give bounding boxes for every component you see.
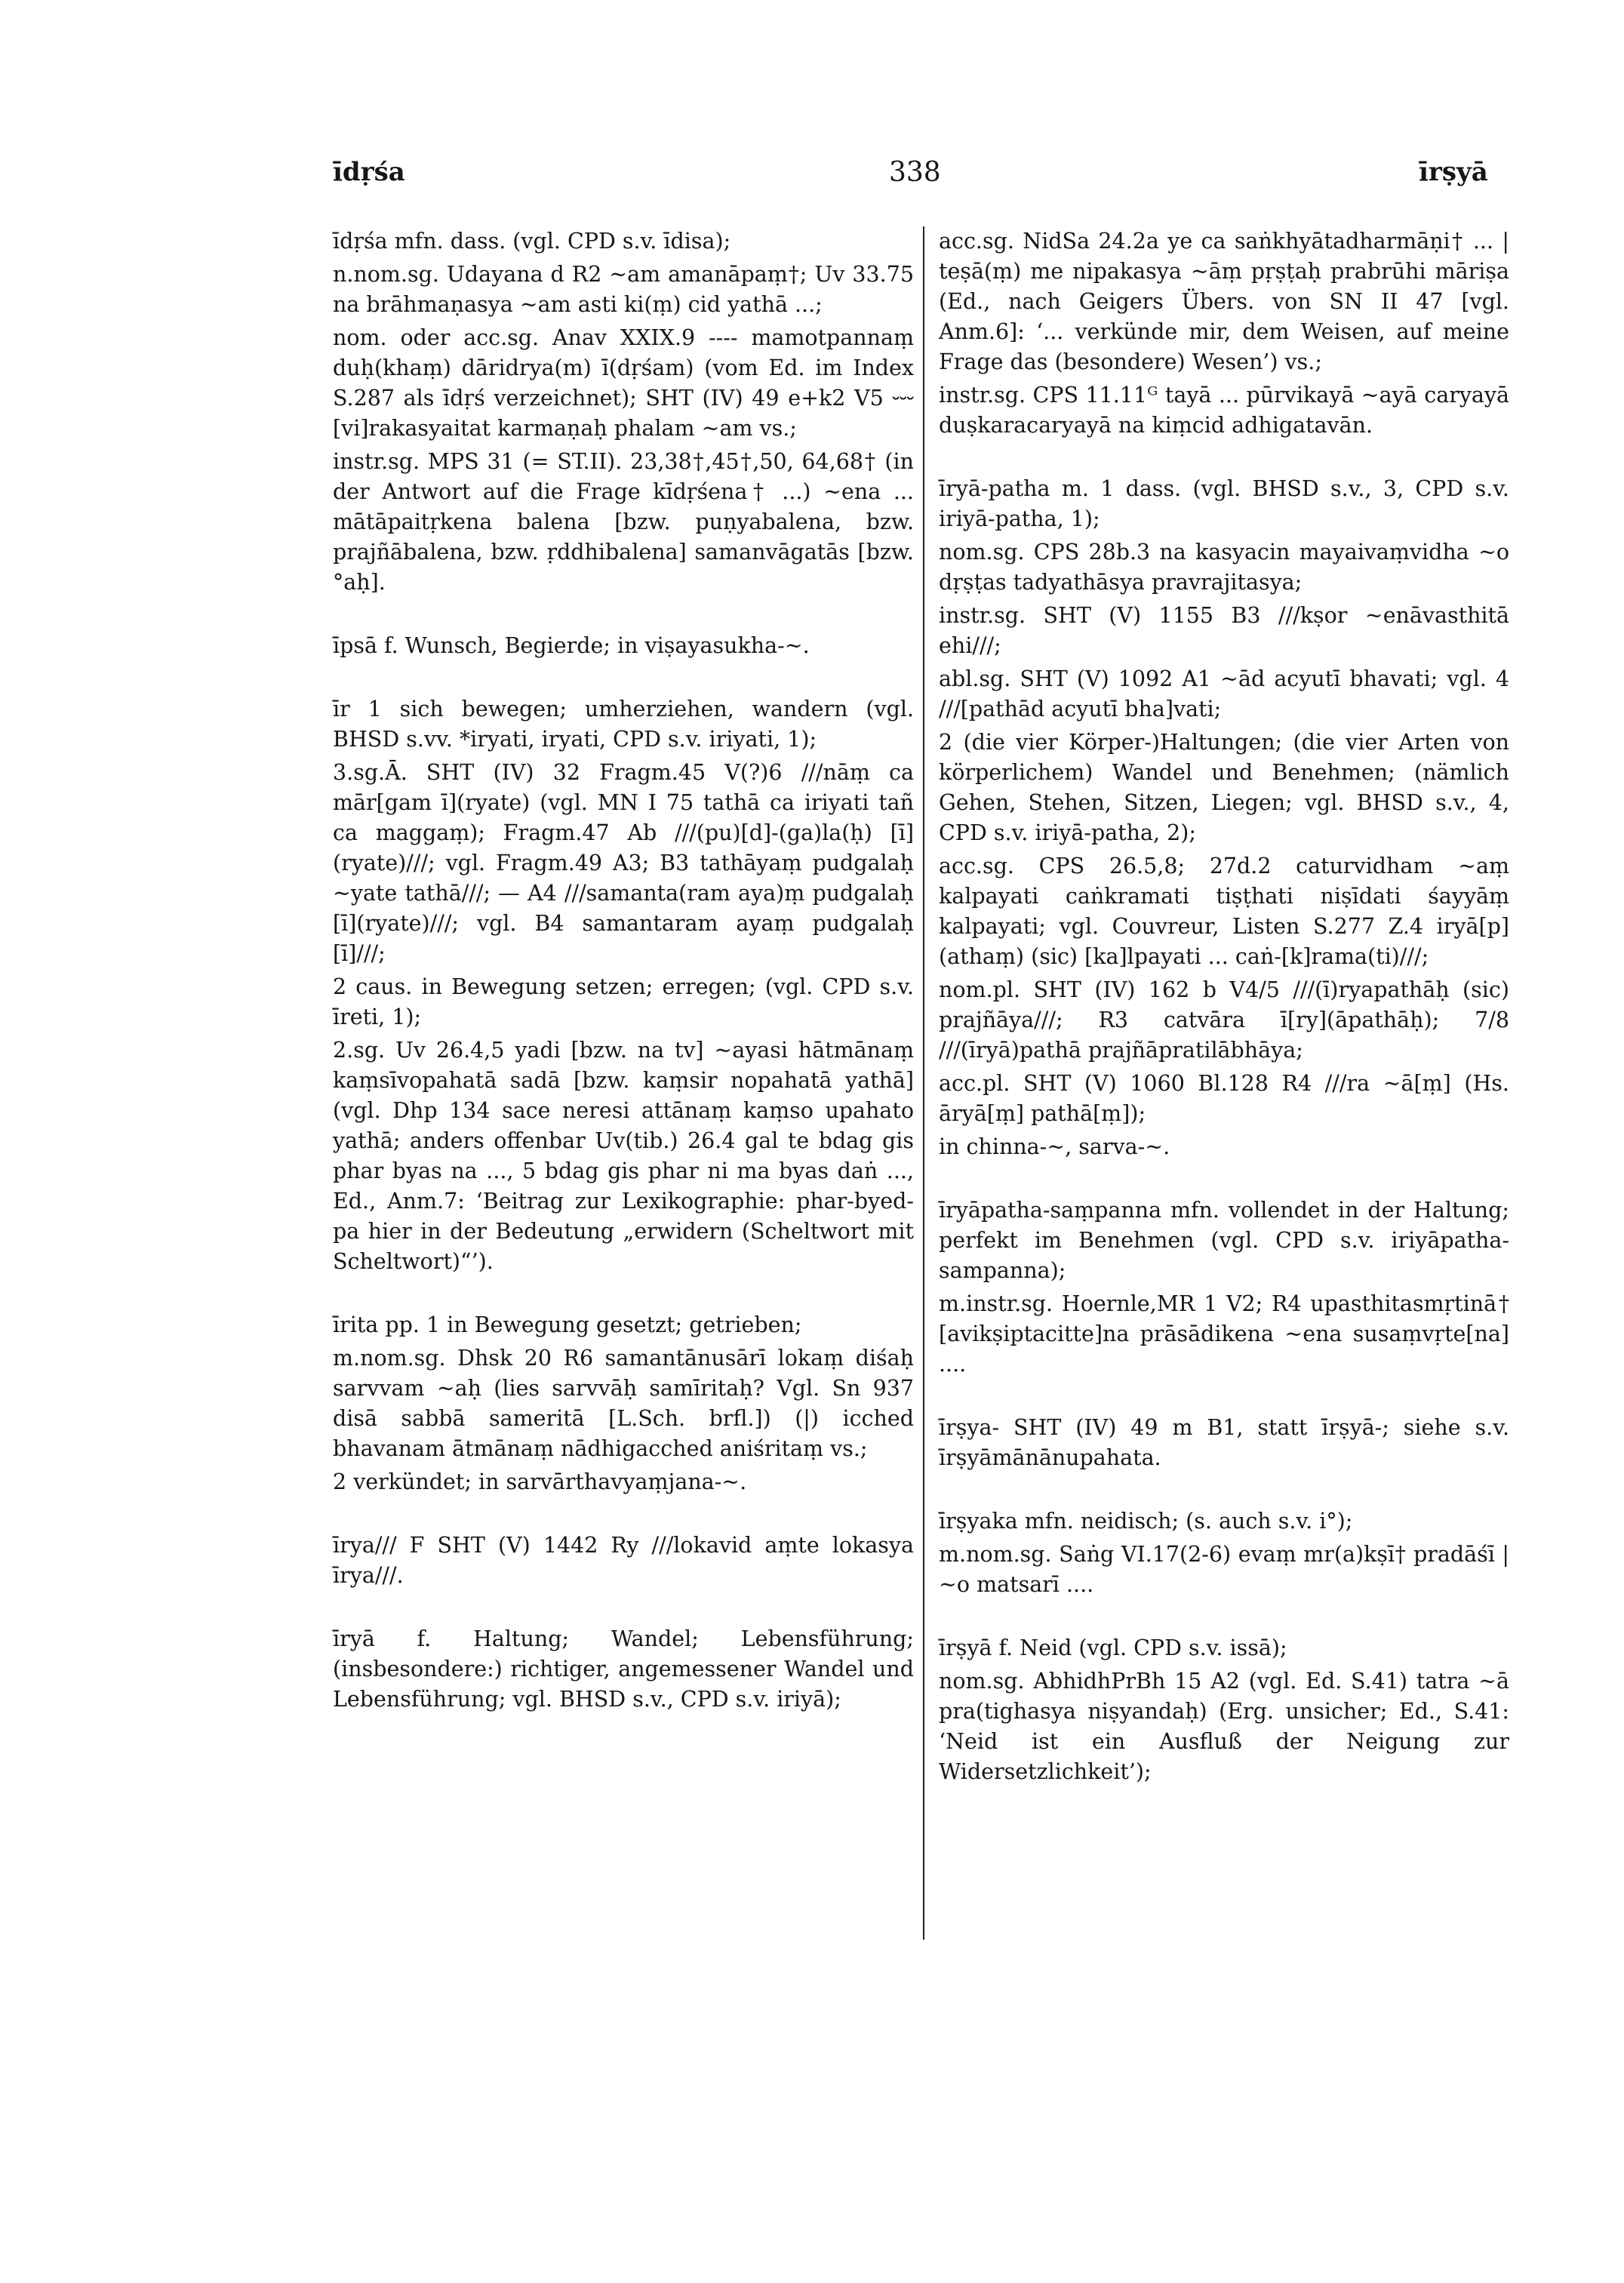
entry-citation-line: instr.sg. CPS 11.11ᴳ tayā ... pūrvikayā ~ayā caryayā duṣkaracaryayā na kiṃcid adhigatavān. bbox=[939, 383, 1509, 438]
entry-citation-line: m.nom.sg. Saṅg VI.17(2-6) evaṃ mr(a)kṣī† pradāśī | ~o matsarī .... bbox=[939, 1542, 1509, 1597]
entry-citation-line: acc.pl. SHT (V) 1060 Bl.128 R4 ///ra ~ā[ṃ] (Hs. āryā[ṃ] pathā[ṃ]); bbox=[939, 1071, 1509, 1126]
entry-citation-line: 2.sg. Uv 26.4,5 yadi [bzw. na tv] ~ayasi hātmānaṃ kaṃsīvopahatā sadā [bzw. kaṃsir nopahatā yathā] (vgl. Dhp 134 sace neresi attānaṃ kaṃso upahato yathā; anders offenbar Uv(tib.) 26.4 gal te bdag gis phar byas na ..., 5 bdag gis phar ni ma byas daṅ ..., Ed., Anm.7: ‘Beitrag zur Lexikographie: phar-byed-pa hier in der Bedeutung „erwidern (Scheltwort mit Scheltwort)“’). bbox=[333, 1038, 914, 1274]
dictionary-entry bbox=[939, 226, 1509, 441]
entry-citation-line: n.nom.sg. Udayana d R2 ~am amanāpaṃ†; Uv 33.75 na brāhmaṇasya ~am asti ki(ṃ) cid yathā ...; bbox=[333, 262, 914, 317]
entry-headword-line: īrya/// F SHT (V) 1442 Ry ///lokavid aṃte lokasya īrya///. bbox=[333, 1533, 914, 1588]
entry-citation-line: instr.sg. MPS 31 (= ST.II). 23,38†,45†,50, 64,68† (in der Antwort auf die Frage kīdṛśena† ...) ~ena ... mātāpaitṛkena balena [bzw. puṇyabalena, bzw. prajñābalena, bzw. ṛddhibalena] samanvāgatās [bzw. °aḥ]. bbox=[333, 449, 914, 595]
entry-citation-line: instr.sg. SHT (V) 1155 B3 ///kṣor ~enāvasthitā ehi///; bbox=[939, 603, 1509, 658]
right-guide-word: īrṣyā bbox=[1419, 157, 1488, 187]
entry-citation-line: nom. oder acc.sg. Anav XXIX.9 ---- mamotpannaṃ duḥ(khaṃ) dāridrya(m) ī(dṛśam) (vom Ed. im Index S.287 als īdṛś verzeichnet); SHT (IV) 49 e+k2 V5 ⏑⏑⏑ [vi]rakasyaitat karmaṇaḥ phalam ~am vs.; bbox=[333, 325, 914, 441]
page-number: 338 bbox=[889, 157, 941, 188]
entry-citation-line: 2 verkündet; in sarvārthavyaṃjana-~. bbox=[333, 1469, 747, 1494]
entry-headword-line: īryāpatha-saṃpanna mfn. vollendet in der Haltung; perfekt im Benehmen (vgl. CPD s.v. iriyāpatha-sampanna); bbox=[939, 1198, 1509, 1283]
entry-citation-line: m.instr.sg. Hoernle,MR 1 V2; R4 upasthitasmṛtinā† [avikṣiptacitte]na prāsādikena ~ena susaṃvṛte[na] .... bbox=[939, 1291, 1509, 1377]
entry-citation-line: in chinna-~, sarva-~. bbox=[939, 1134, 1170, 1159]
entry-headword-line: īryā-patha m. 1 dass. (vgl. BHSD s.v., 3, CPD s.v. iriyā-patha, 1); bbox=[939, 476, 1509, 531]
left-guide-word: īdṛśa bbox=[333, 157, 405, 187]
entry-citation-line: 2 caus. in Bewegung setzen; erregen; (vgl. CPD s.v. īreti, 1); bbox=[333, 974, 914, 1029]
dictionary-entry bbox=[333, 631, 914, 661]
column-divider bbox=[923, 226, 924, 1940]
dictionary-entry bbox=[333, 1310, 914, 1497]
dictionary-entry bbox=[939, 1506, 1509, 1600]
dictionary-entry bbox=[939, 1413, 1509, 1473]
entry-headword-line: īr 1 sich bewegen; umherziehen, wandern (vgl. BHSD s.vv. *iryati, iryati, CPD s.v. iriyati, 1); bbox=[333, 697, 914, 752]
entry-headword-line: acc.sg. NidSa 24.2a ye ca saṅkhyātadharmāṇi† ... | teṣā(ṃ) me nipakasya ~āṃ pṛṣṭaḥ prabrūhi māriṣa (Ed., nach Geigers Übers. von SN II 47 [vgl. Anm.6]: ‘... verkünde mir, dem Weisen, auf meine Frage das (besondere) Wesen’) vs.; bbox=[939, 229, 1509, 374]
entry-headword-line: īrṣyaka mfn. neidisch; (s. auch s.v. i°); bbox=[939, 1509, 1353, 1534]
entry-headword-line: īpsā f. Wunsch, Begierde; in viṣayasukha-~. bbox=[333, 633, 810, 658]
dictionary-entry bbox=[333, 226, 914, 598]
dictionary-entry bbox=[333, 1624, 914, 1715]
entry-headword-line: īdṛśa mfn. dass. (vgl. CPD s.v. īdisa); bbox=[333, 229, 731, 254]
entry-headword-line: īrṣyā f. Neid (vgl. CPD s.v. issā); bbox=[939, 1635, 1287, 1660]
right-column bbox=[939, 226, 1509, 1820]
entry-citation-line: m.nom.sg. Dhsk 20 R6 samantānusārī lokaṃ diśaḥ sarvvam ~aḥ (lies sarvvāḥ samīritaḥ? Vgl. Sn 937 disā sabbā sameritā [L.Sch. brfl.]) (|) icched bhavanam ātmānaṃ nādhigacched aniśritaṃ vs.; bbox=[333, 1346, 914, 1461]
entry-citation-line: abl.sg. SHT (V) 1092 A1 ~ād acyutī bhavati; vgl. 4 ///[pathād acyutī bha]vati; bbox=[939, 666, 1509, 722]
entry-headword-line: īrita pp. 1 in Bewegung gesetzt; getrieben; bbox=[333, 1312, 802, 1337]
entry-citation-line: nom.sg. AbhidhPrBh 15 A2 (vgl. Ed. S.41) tatra ~ā pra(tighasya niṣyandaḥ) (Erg. unsicher; Ed., S.41: ‘Neid ist ein Ausfluß der Neigung zur Widersetzlichkeit’); bbox=[939, 1669, 1509, 1784]
entry-citation-line: acc.sg. CPS 26.5,8; 27d.2 caturvidham ~aṃ kalpayati caṅkramati tiṣṭhati niṣīdati śayyāṃ kalpayati; vgl. Couvreur, Listen S.277 Z.4 iryā[p](athaṃ) (sic) [ka]lpayati ... caṅ-[k]rama(ti)///; bbox=[939, 854, 1509, 969]
entry-citation-line: nom.pl. SHT (IV) 162 b V4/5 ///(ī)ryapathāḥ (sic) prajñāya///; R3 catvāra ī[ry](āpathāḥ); 7/8 ///(īryā)pathā prajñāpratilābhāya; bbox=[939, 977, 1509, 1063]
dictionary-entry bbox=[939, 1633, 1509, 1787]
dictionary-entry bbox=[939, 1195, 1509, 1380]
dictionary-entry bbox=[939, 474, 1509, 1162]
entry-citation-line: 2 (die vier Körper-)Haltungen; (die vier Arten von körperlichem) Wandel und Benehmen; (nämlich Gehen, Stehen, Sitzen, Liegen; vgl. BHSD s.v., 4, CPD s.v. iriyā-patha, 2); bbox=[939, 730, 1509, 845]
dictionary-entry bbox=[333, 694, 914, 1277]
dictionary-entry bbox=[333, 1531, 914, 1591]
entry-headword-line: īrṣya- SHT (IV) 49 m B1, statt īrṣyā-; siehe s.v. īrṣyāmānānupahata. bbox=[939, 1415, 1509, 1470]
running-header bbox=[0, 157, 1624, 202]
entry-citation-line: nom.sg. CPS 28b.3 na kasyacin mayaivaṃvidha ~o dṛṣṭas tadyathāsya pravrajitasya; bbox=[939, 540, 1509, 595]
entry-headword-line: īryā f. Haltung; Wandel; Lebensführung; (insbesondere:) richtiger, angemessener Wandel und Lebensführung; vgl. BHSD s.v., CPD s.v. iriyā); bbox=[333, 1626, 914, 1712]
left-column bbox=[333, 226, 914, 1748]
entry-citation-line: 3.sg.Ā. SHT (IV) 32 Fragm.45 V(?)6 ///nāṃ ca mār[gam ī](ryate) (vgl. MN I 75 tathā ca iriyati tañ ca maggaṃ); Fragm.47 Ab ///(pu)[d]-(ga)la(ḥ) [ī](ryate)///; vgl. Fragm.49 A3; B3 tathāyaṃ pudgalaḥ ~yate tathā///; — A4 ///samanta(ram aya)ṃ pudgalaḥ [ī](ryate)///; vgl. B4 samantaram ayaṃ pudgalaḥ [ī]///; bbox=[333, 760, 914, 966]
